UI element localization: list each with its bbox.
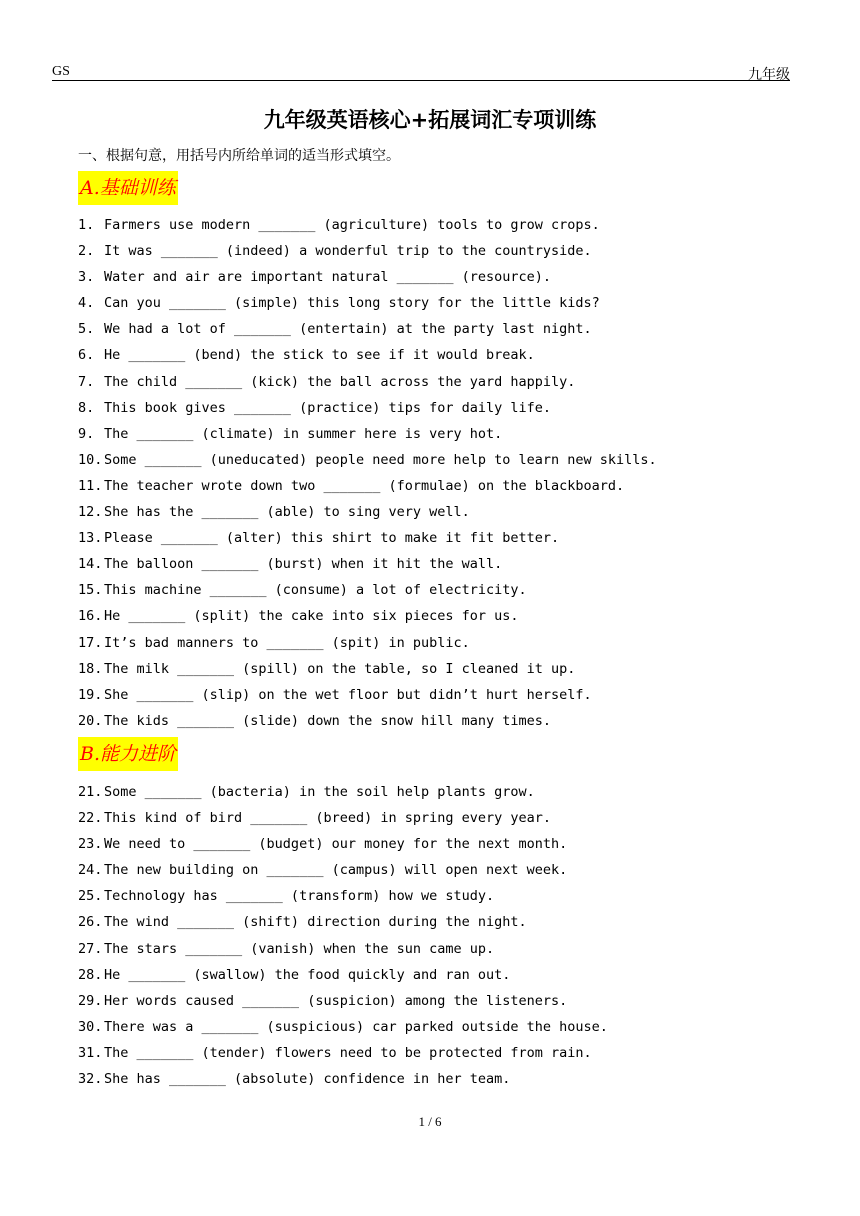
question-number: 21. xyxy=(78,784,103,800)
question-text: It’s bad manners to _______ (spit) in public. xyxy=(104,634,470,651)
question-number: 25. xyxy=(78,888,103,905)
question-item xyxy=(78,450,657,476)
question-text: Her words caused _______ (suspicion) among the listeners. xyxy=(104,992,568,1009)
question-item xyxy=(78,267,657,293)
question-number: 11. xyxy=(78,477,103,494)
question-item xyxy=(78,1043,608,1069)
section-b-heading: B.能力进阶 xyxy=(78,737,178,771)
question-item xyxy=(78,293,657,319)
question-number: 7. xyxy=(78,373,95,390)
question-number: 10. xyxy=(78,451,103,468)
question-number: 23. xyxy=(78,836,103,853)
question-text: The balloon _______ (burst) when it hit the wall. xyxy=(104,556,503,573)
question-number: 31. xyxy=(78,1044,103,1061)
question-number: 13. xyxy=(78,530,103,547)
section-a-question-list xyxy=(78,215,657,737)
question-number: 15. xyxy=(78,582,103,599)
question-number: 30. xyxy=(78,1018,103,1035)
question-item xyxy=(78,886,608,912)
question-item xyxy=(78,711,657,737)
question-text: The teacher wrote down two _______ (formulae) on the blackboard. xyxy=(104,477,625,494)
question-item xyxy=(78,834,608,860)
question-item xyxy=(78,606,657,632)
question-item xyxy=(78,345,657,371)
question-item xyxy=(78,685,657,711)
question-number: 27. xyxy=(78,940,103,957)
question-number: 12. xyxy=(78,504,103,521)
question-item xyxy=(78,502,657,528)
question-text: Please _______ (alter) this shirt to make it fit better. xyxy=(104,530,560,547)
question-text: We had a lot of _______ (entertain) at the party last night. xyxy=(104,321,592,338)
question-text: The wind _______ (shift) direction during the night. xyxy=(104,914,527,931)
question-text: The milk _______ (spill) on the table, so I cleaned it up. xyxy=(104,660,576,677)
question-text: The new building on _______ (campus) will open next week. xyxy=(104,862,568,879)
question-number: 17. xyxy=(78,634,103,651)
question-text: She has the _______ (able) to sing very well. xyxy=(104,504,470,521)
question-text: The child _______ (kick) the ball across the yard happily. xyxy=(104,373,576,390)
question-item xyxy=(78,659,657,685)
question-text: He _______ (split) the cake into six pieces for us. xyxy=(104,608,519,625)
question-text: Water and air are important natural _______ (resource). xyxy=(104,269,552,286)
question-number: 5. xyxy=(78,321,95,338)
question-text: This machine _______ (consume) a lot of electricity. xyxy=(104,582,527,599)
question-text: It was _______ (indeed) a wonderful trip to the countryside. xyxy=(104,243,592,260)
question-number: 19. xyxy=(78,686,103,703)
question-item xyxy=(78,528,657,554)
section-b-question-list xyxy=(78,782,608,1095)
question-number: 14. xyxy=(78,556,103,573)
question-number: 3. xyxy=(78,269,95,286)
question-text: He _______ (swallow) the food quickly and ran out. xyxy=(104,966,511,983)
question-item xyxy=(78,372,657,398)
question-item xyxy=(78,1017,608,1043)
question-text: She _______ (slip) on the wet floor but didn’t hurt herself. xyxy=(104,686,592,703)
instruction-text: 一、根据句意，用括号内所给单词的适当形式填空。 xyxy=(78,148,400,164)
question-item xyxy=(78,965,608,991)
question-item xyxy=(78,808,608,834)
question-number: 32. xyxy=(78,1071,103,1088)
question-item xyxy=(78,554,657,580)
question-item xyxy=(78,319,657,345)
question-item xyxy=(78,912,608,938)
page-number: 1 / 6 xyxy=(418,1114,442,1129)
question-item xyxy=(78,782,608,808)
question-item xyxy=(78,1069,608,1095)
question-item xyxy=(78,991,608,1017)
question-number: 26. xyxy=(78,914,103,931)
question-text: She has _______ (absolute) confidence in her team. xyxy=(104,1071,511,1088)
question-item xyxy=(78,241,657,267)
question-number: 8. xyxy=(78,399,95,416)
question-item xyxy=(78,424,657,450)
question-number: 9. xyxy=(78,425,95,442)
question-number: 16. xyxy=(78,608,103,625)
question-text: Farmers use modern _______ (agriculture) tools to grow crops. xyxy=(104,217,600,233)
question-text: We need to _______ (budget) our money for the next month. xyxy=(104,836,568,853)
question-text: There was a _______ (suspicious) car parked outside the house. xyxy=(104,1018,608,1035)
header-divider xyxy=(52,80,790,81)
question-item xyxy=(78,580,657,606)
question-text: Some _______ (uneducated) people need more help to learn new skills. xyxy=(104,451,657,468)
question-text: Can you _______ (simple) this long story for the little kids? xyxy=(104,295,600,312)
header-left-text: GS xyxy=(52,64,70,79)
question-text: This kind of bird _______ (breed) in spring every year. xyxy=(104,810,552,827)
question-text: The _______ (tender) flowers need to be protected from rain. xyxy=(104,1044,592,1061)
question-text: The _______ (climate) in summer here is very hot. xyxy=(104,425,503,442)
question-item xyxy=(78,860,608,886)
section-a-heading: A.基础训练 xyxy=(78,171,178,205)
question-number: 4. xyxy=(78,295,95,312)
question-number: 18. xyxy=(78,660,103,677)
question-text: This book gives _______ (practice) tips for daily life. xyxy=(104,399,552,416)
page-title: 九年级英语核心+拓展词汇专项训练 xyxy=(263,108,597,132)
question-number: 29. xyxy=(78,992,103,1009)
question-number: 1. xyxy=(78,217,95,233)
question-text: He _______ (bend) the stick to see if it would break. xyxy=(104,347,535,364)
question-item xyxy=(78,215,657,241)
question-item xyxy=(78,476,657,502)
question-text: The stars _______ (vanish) when the sun came up. xyxy=(104,940,495,957)
question-number: 22. xyxy=(78,810,103,827)
question-text: Some _______ (bacteria) in the soil help plants grow. xyxy=(104,784,535,800)
question-item xyxy=(78,939,608,965)
question-text: Technology has _______ (transform) how we study. xyxy=(104,888,495,905)
header-right-text: 九年级 xyxy=(748,67,790,83)
question-number: 6. xyxy=(78,347,95,364)
question-number: 20. xyxy=(78,712,103,729)
question-item xyxy=(78,398,657,424)
question-item xyxy=(78,633,657,659)
question-number: 2. xyxy=(78,243,95,260)
question-text: The kids _______ (slide) down the snow hill many times. xyxy=(104,712,552,729)
question-number: 24. xyxy=(78,862,103,879)
question-number: 28. xyxy=(78,966,103,983)
